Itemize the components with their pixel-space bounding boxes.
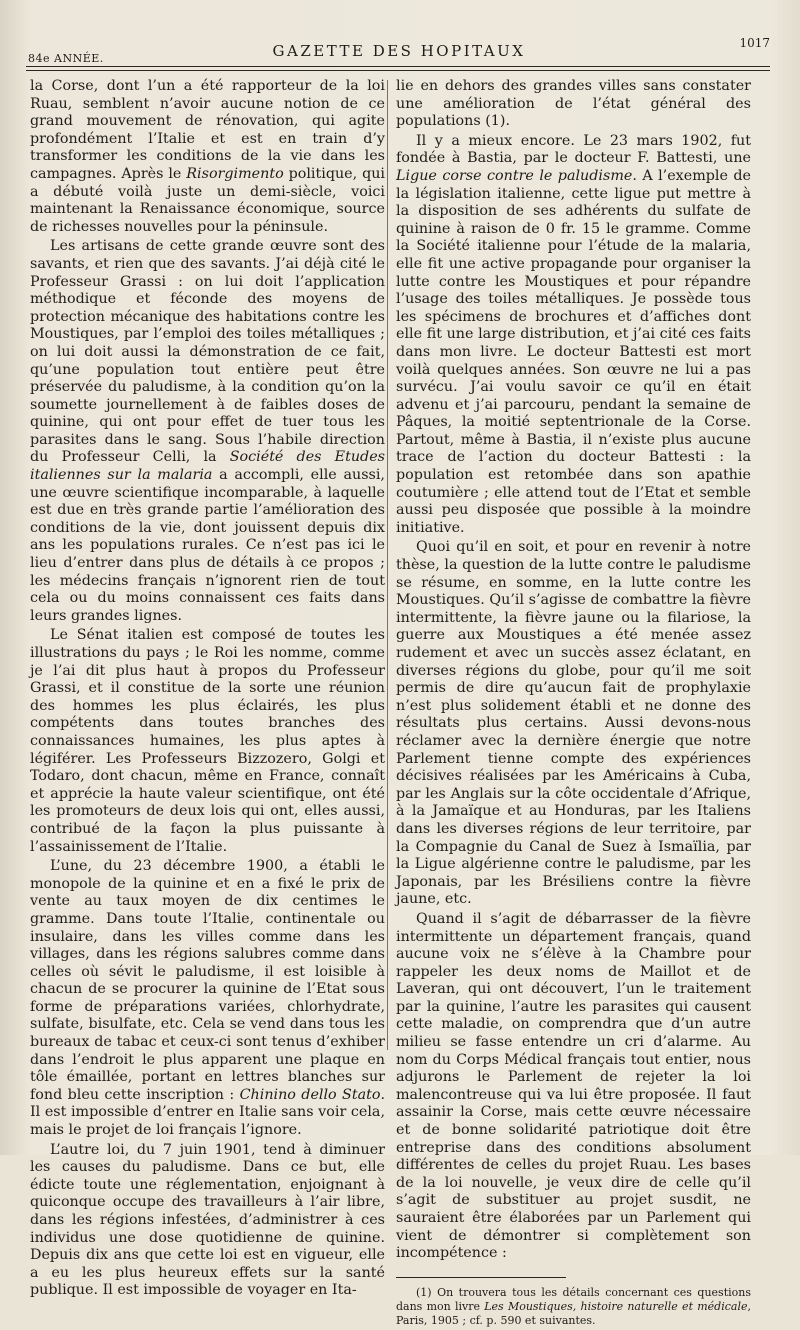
right-column-body	[396, 78, 751, 1263]
text-run: . Il est impossible d’entrer en Italie sans voir cela, mais le projet de loi français l’ignore.	[30, 1086, 385, 1139]
edition-label: 84e ANNÉE.	[28, 52, 104, 65]
italic-text: Société des Etudes italiennes sur la malaria	[30, 449, 386, 484]
text-run: lie en dehors des grandes villes sans constater une amélioration de l’état général des populations (1).	[396, 78, 751, 130]
paragraph	[30, 627, 385, 856]
text-run: . A l’exemple de la législation italienne, cette ligue put mettre à la disposition de ses adhérents du sulfate de quinine à raison de 0 fr. 15 le gramme. Comme la Société italienne pour l’étude de la malaria, elle fit une active propagande pour organiser la lutte contre les Moustiques et pour répandre l’usage des toiles métalliques. Je possède tous les spécimens de brochures et d’affiches dont elle fit une large distribution, et j’ai cité ces faits dans mon livre. Le docteur Battesti est mort voilà quelques années. Son œuvre ne lui a pas survécu. J’ai voulu savoir ce qu’il en était advenu et j’ai parcouru, pendant la semaine de Pâques, la moitié septentrionale de la Corse. Partout, même à Bastia, il n’existe plus aucune trace de l’action du docteur Battesti : la population est retombée dans son apathie coutumière ; elle attend tout de l’Etat et semble aussi peu disposée que possible à la moindre initiative.	[396, 167, 751, 536]
left-column	[30, 78, 385, 1302]
text-run: la Corse, dont l’un a été rapporteur de la loi Ruau, semblent n’avoir aucune notion de ce grand mouvement de rénovation, qui agite profondément l’Italie et est en train d’y transformer les conditions de la vie dans les campagnes. Après le	[30, 78, 385, 182]
footnote-rule	[396, 1277, 566, 1278]
text-run: , Paris, 1905 ; cf. p. 590 et suivantes.	[396, 1299, 751, 1327]
italic-text: Chinino dello Stato	[239, 1086, 381, 1103]
journal-title: GAZETTE DES HOPITAUX	[272, 42, 526, 60]
text-run: (1) On trouvera tous les détails concernant ces questions dans mon livre	[396, 1285, 751, 1313]
paragraph	[30, 858, 385, 1140]
column-divider	[387, 80, 388, 1050]
paragraph	[396, 539, 751, 908]
text-run: L’autre loi, du 7 juin 1901, tend à diminuer les causes du paludisme. Dans ce but, elle édicte toute une réglementation, enjoignant à quiconque occupe des travailleurs à l’air libre, dans les régions infestées, d’administrer à ces individus une dose quotidienne de quinine. Depuis dix ans que cette loi est en vigueur, elle a eu les plus heureux effets sur la santé publique. Il est impossible de voyager en Ita-	[30, 1141, 385, 1299]
italic-text: Ligue corse contre le paludisme	[396, 167, 633, 184]
text-run: politique, qui a débuté voilà juste un demi-siècle, voici maintenant la Renaissance économique, source de richesses nouvelles pour la péninsule.	[30, 165, 385, 235]
paragraph	[30, 1142, 385, 1300]
text-run: Les artisans de cette grande œuvre sont des savants, et rien que des savants. J’ai déjà cité le Professeur Grassi : on lui doit l’application méthodique et féconde des moyens de protection mécanique des habitations contre les Moustiques, par l’emploi des toiles métalliques ; on lui doit aussi la démonstration de ce fait, qu’une population tout entière peut être préservée du paludisme, à la condition qu’on la soumette journellement à de faibles doses de quinine, qui ont pour effet de tuer tous les parasites dans le sang. Sous l’habile direction du Professeur Celli, la	[30, 238, 385, 466]
paragraph	[396, 133, 751, 538]
text-run: a accompli, elle aussi, une œuvre scientifique incomparable, à laquelle est due en très grande partie l’amélioration des conditions de la vie, dont jouissent depuis dix ans les populations rurales. Ce n’est pas ici le lieu d’entrer dans plus de détails à ce propos ; les médecins français n’ignorent rien de tout cela ou du moins connaissent ces faits dans leurs grandes lignes.	[30, 467, 385, 624]
right-column	[396, 78, 751, 1330]
text-run: Il y a mieux encore. Le 23 mars 1902, fut fondée à Bastia, par le docteur F. Battesti, une	[396, 132, 751, 167]
text-run: Quoi qu’il en soit, et pour en revenir à notre thèse, la question de la lutte contre le paludisme se résume, en somme, en la lutte contre les Moustiques. Qu’il s’agisse de combattre la fièvre intermittente, la fièvre jaune ou la filariose, la guerre aux Moustiques a été menée assez rudement et avec un succès assez éclatant, en diverses régions du globe, pour qu’il me soit permis de dire qu’aucun fait de prophylaxie n’est plus solidement établi et ne donne des résultats plus certains. Aussi devons-nous réclamer avec la dernière énergie que notre Parlement tienne compte des expériences décisives réalisées par les Américains à Cuba, par les Anglais sur la côte occidentale d’Afrique, à la Jamaïque et au Honduras, par les Italiens dans les diverses régions de leur territoire, par la Compagnie du Canal de Suez à Ismaïlia, par la Ligue algérienne contre le paludisme, par les Japonais, par les Brésiliens contre la fièvre jaune, etc.	[396, 539, 751, 908]
header-rule-thin	[26, 70, 770, 71]
text-run: L’une, du 23 décembre 1900, a établi le monopole de la quinine et en a fixé le prix de vente au taux moyen de dix centimes le gramme. Dans toute l’Italie, continentale ou insulaire, dans les villes comme dans les villages, dans les régions salubres comme dans celles où sévit le paludisme, il est loisible à chacun de se procurer la quinine de l’Etat sous forme de préparations variées, chlorhydrate, sulfate, bisulfate, etc. Cela se vend dans tous les bureaux de tabac et ceux-ci sont tenus d’exhiber dans l’endroit le plus apparent une plaque en tôle émaillée, portant en lettres blanches sur fond bleu cette inscription :	[30, 858, 385, 1103]
page-number: 1017	[739, 36, 770, 50]
italic-text: Risorgimento	[186, 165, 284, 182]
paragraph	[30, 238, 385, 625]
footnote	[396, 1286, 751, 1328]
paragraph	[396, 78, 751, 131]
italic-text: Les Moustiques, histoire naturelle et médicale	[484, 1299, 748, 1313]
paragraph	[396, 911, 751, 1263]
header-rule	[26, 66, 770, 67]
text-run: Quand il s’agit de débarrasser de la fièvre intermittente un département français, quand aucune voix ne s’élève à la Chambre pour rappeler les deux noms de Maillot et de Laveran, qui ont découvert, l’un le traitement par la quinine, l’autre les parasites qui causent cette maladie, on comprendra que d’un autre milieu se fasse entendre un cri d’alarme. Au nom du Corps Médical français tout entier, nous adjurons le Parlement de rejeter la loi malencontreuse qui va lui être proposée. Il faut assainir la Corse, mais cette œuvre nécessaire et de bonne solidarité patriotique doit être entreprise dans des conditions absolument différentes de celles du projet Ruau. Les bases de la loi nouvelle, je veux dire de celle qu’il s’agit de substituer au projet susdit, ne sauraient être élaborées par un Parlement qui vient de démontrer si complètement son incompétence :	[396, 910, 751, 1262]
text-run: Le Sénat italien est composé de toutes les illustrations du pays ; le Roi les nomme, comme je l’ai dit plus haut à propos du Professeur Grassi, et il constitue de la sorte une réunion des hommes les plus éclairés, les plus compétents dans toutes branches des connaissances humaines, les plus aptes à légiférer. Les Professeurs Bizzozero, Golgi et Todaro, dont chacun, même en France, connaît et apprécie la haute valeur scientifique, ont été les promoteurs de deux lois qui ont, elles aussi, contribué de la façon la plus puissante à l’assainissement de l’Italie.	[30, 627, 385, 855]
paragraph	[30, 78, 385, 236]
